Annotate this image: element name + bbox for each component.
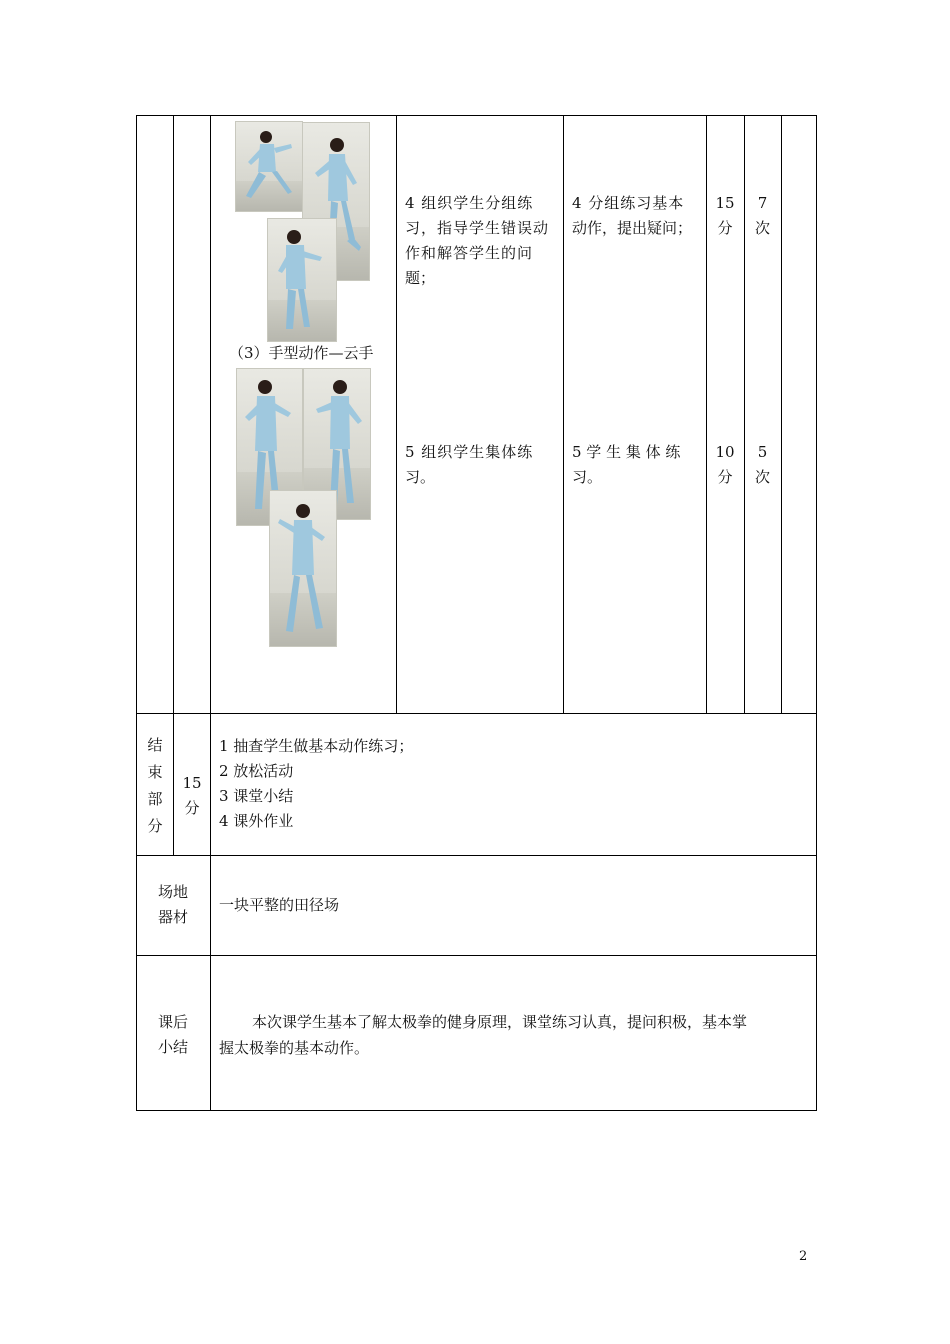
step4-teacher-line3: 作和解答学生的问: [405, 244, 534, 262]
table-border-bottom: [136, 1110, 817, 1111]
table-border-right: [816, 115, 817, 1111]
step4-teacher-line4: 题；: [405, 269, 436, 287]
step5-count-value: 5: [757, 443, 768, 461]
step4-count-unit: 次: [754, 219, 770, 237]
step5-time-value: 10: [715, 443, 735, 461]
step4-teacher-line2: 习，指导学生错误动: [405, 219, 550, 237]
step4-student-line2: 动作，提出疑问；: [572, 219, 693, 237]
step4-teacher-line1: 4 组织学生分组练: [405, 194, 534, 212]
end-item-4: 4 课外作业: [219, 812, 294, 830]
col-divider-extra: [781, 115, 782, 713]
end-section-label: 结 束 部 分: [147, 736, 163, 835]
step4-student-line1: 4 分组练习基本: [572, 194, 685, 212]
end-item-1: 1 抽查学生做基本动作练习；: [219, 737, 414, 755]
row-divider-reflection: [136, 955, 817, 956]
step5-student-line1: 5 学 生 集 体 练: [572, 443, 681, 461]
step5-teacher-line1: 5 组织学生集体练: [405, 443, 534, 461]
taichi-photo-1: [235, 121, 303, 212]
step5-student-line2: 习。: [572, 468, 603, 486]
end-item-2: 2 放松活动: [219, 762, 294, 780]
step5-teacher-line2: 习。: [405, 468, 436, 486]
col-divider-teacher: [396, 115, 397, 713]
step4-count-value: 7: [757, 194, 768, 212]
col-divider-student: [563, 115, 564, 713]
movement-caption: （3）手型动作—云手: [229, 344, 374, 362]
table-border-left: [136, 115, 137, 1111]
reflection-line1: 本次课学生基本了解太极拳的健身原理，课堂练习认真，提问积极，基本掌: [252, 1013, 748, 1031]
table-border-top: [136, 115, 817, 116]
row-divider-end: [136, 713, 817, 714]
step5-count-unit: 次: [754, 468, 770, 486]
step5-time-unit: 分: [717, 468, 733, 486]
venue-content: 一块平整的田径场: [219, 896, 340, 914]
reflection-label: 课后 小结: [157, 1013, 188, 1056]
venue-label: 场地 器材: [157, 883, 188, 926]
step4-time-unit: 分: [717, 219, 733, 237]
taichi-photo-3: [267, 218, 337, 342]
step4-time-value: 15: [715, 194, 735, 212]
col-divider-time: [173, 115, 174, 856]
end-section-time: 15 分: [182, 774, 202, 817]
col-divider-content: [210, 115, 211, 1111]
page-number: 2: [799, 1249, 808, 1264]
end-item-3: 3 课堂小结: [219, 787, 294, 805]
reflection-line2: 握太极拳的基本动作。: [219, 1039, 370, 1057]
taichi-photo-6: [269, 490, 337, 647]
row-divider-venue: [136, 855, 817, 856]
